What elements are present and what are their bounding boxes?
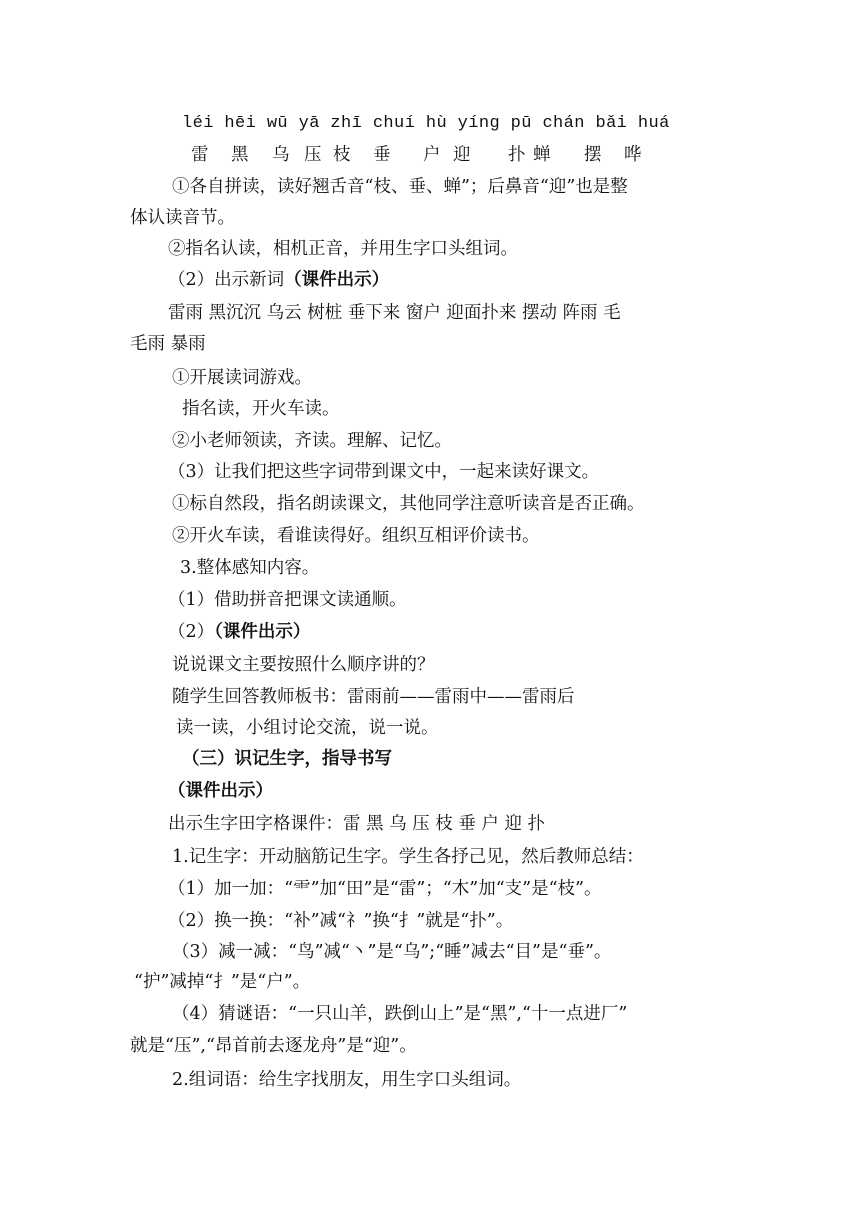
- text-line: （3）让我们把这些字词带到课文中，一起来读好课文。: [168, 462, 600, 482]
- text-line: 雷雨 黑沉沉 乌云 树桩 垂下来 窗户 迎面扑来 摆动 阵雨 毛: [168, 303, 621, 323]
- text-line: 毛雨 暴雨: [130, 334, 206, 354]
- text-fragment: （2）: [168, 622, 215, 642]
- char-hua: 哗: [624, 145, 642, 165]
- text-line: （4）猜谜语：“一只山羊，跌倒山上”是“黑”,“十一点进厂”: [172, 1004, 628, 1024]
- pinyin-row: léi hēi wū yā zhī chuí hù yíng pū chán bǎi huá: [182, 114, 670, 133]
- text-line: ①各自拼读，读好翘舌音“枝、垂、蝉”；后鼻音“迎”也是整: [172, 177, 628, 197]
- char-lei: 雷: [191, 145, 209, 165]
- text-line: ②小老师领读，齐读。理解、记忆。: [172, 431, 452, 451]
- text-line: 3.整体感知内容。: [180, 558, 320, 578]
- text-line: （3）减一减：“鸟”减“丶”是“乌”;“睡”减去“目”是“垂”。: [172, 942, 612, 962]
- char-zhi: 枝: [333, 145, 351, 165]
- char-hu: 户: [423, 145, 441, 165]
- text-line: （1）加一加：“⻗”加“田”是“雷”；“木”加“支”是“枝”。: [168, 879, 602, 899]
- char-bai: 摆: [584, 145, 602, 165]
- text-line: （2）换一换：“补”减“礻”换“扌”就是“扑”。: [168, 911, 514, 931]
- text-line: 读一读，小组讨论交流，说一说。: [176, 718, 439, 738]
- char-chan: 蝉: [533, 145, 551, 165]
- text-line: 出示生字田字格课件：雷 黑 乌 压 枝 垂 户 迎 扑: [168, 814, 546, 834]
- char-hei: 黑: [231, 145, 249, 165]
- text-line: 2.组词语：给生字找朋友，用生字口头组词。: [172, 1070, 522, 1090]
- text-line: ②开火车读，看谁读得好。组织互相评价读书。: [172, 526, 540, 546]
- courseware-note: （课件出示）: [168, 781, 273, 801]
- section-heading: （三）识记生字，指导书写: [182, 749, 392, 769]
- courseware-note: （课件出示）: [214, 622, 311, 642]
- character-row: [0, 143, 860, 167]
- text-line: 随学生回答教师板书：雷雨前——雷雨中——雷雨后: [172, 687, 575, 707]
- text-line: [168, 268, 389, 292]
- text-line: 体认读音节。: [130, 208, 235, 228]
- text-line: 就是“压”,“昂首前去逐龙舟”是“迎”。: [130, 1036, 417, 1056]
- text-line: （1）借助拼音把课文读通顺。: [168, 590, 407, 610]
- text-line: 1.记生字：开动脑筋记生字。学生各抒己见，然后教师总结：: [172, 847, 644, 867]
- text-line: 说说课文主要按照什么顺序讲的？: [172, 655, 435, 675]
- char-chui: 垂: [373, 145, 391, 165]
- char-ying: 迎: [453, 145, 471, 165]
- text-line: 指名读，开火车读。: [182, 399, 340, 419]
- char-wu: 乌: [272, 145, 290, 165]
- text-line: ②指名认读，相机正音，并用生字口头组词。: [168, 239, 518, 259]
- char-pu: 扑: [508, 145, 526, 165]
- char-ya: 压: [304, 145, 322, 165]
- text-line: ①开展读词游戏。: [172, 368, 312, 388]
- courseware-note: （课件出示）: [284, 270, 390, 290]
- text-line: [168, 620, 310, 644]
- text-line: ①标自然段，指名朗读课文，其他同学注意听读音是否正确。: [172, 494, 645, 514]
- text-line: “护”减掉“扌”是“户”。: [134, 972, 311, 992]
- text-fragment: （2）出示新词: [168, 270, 285, 290]
